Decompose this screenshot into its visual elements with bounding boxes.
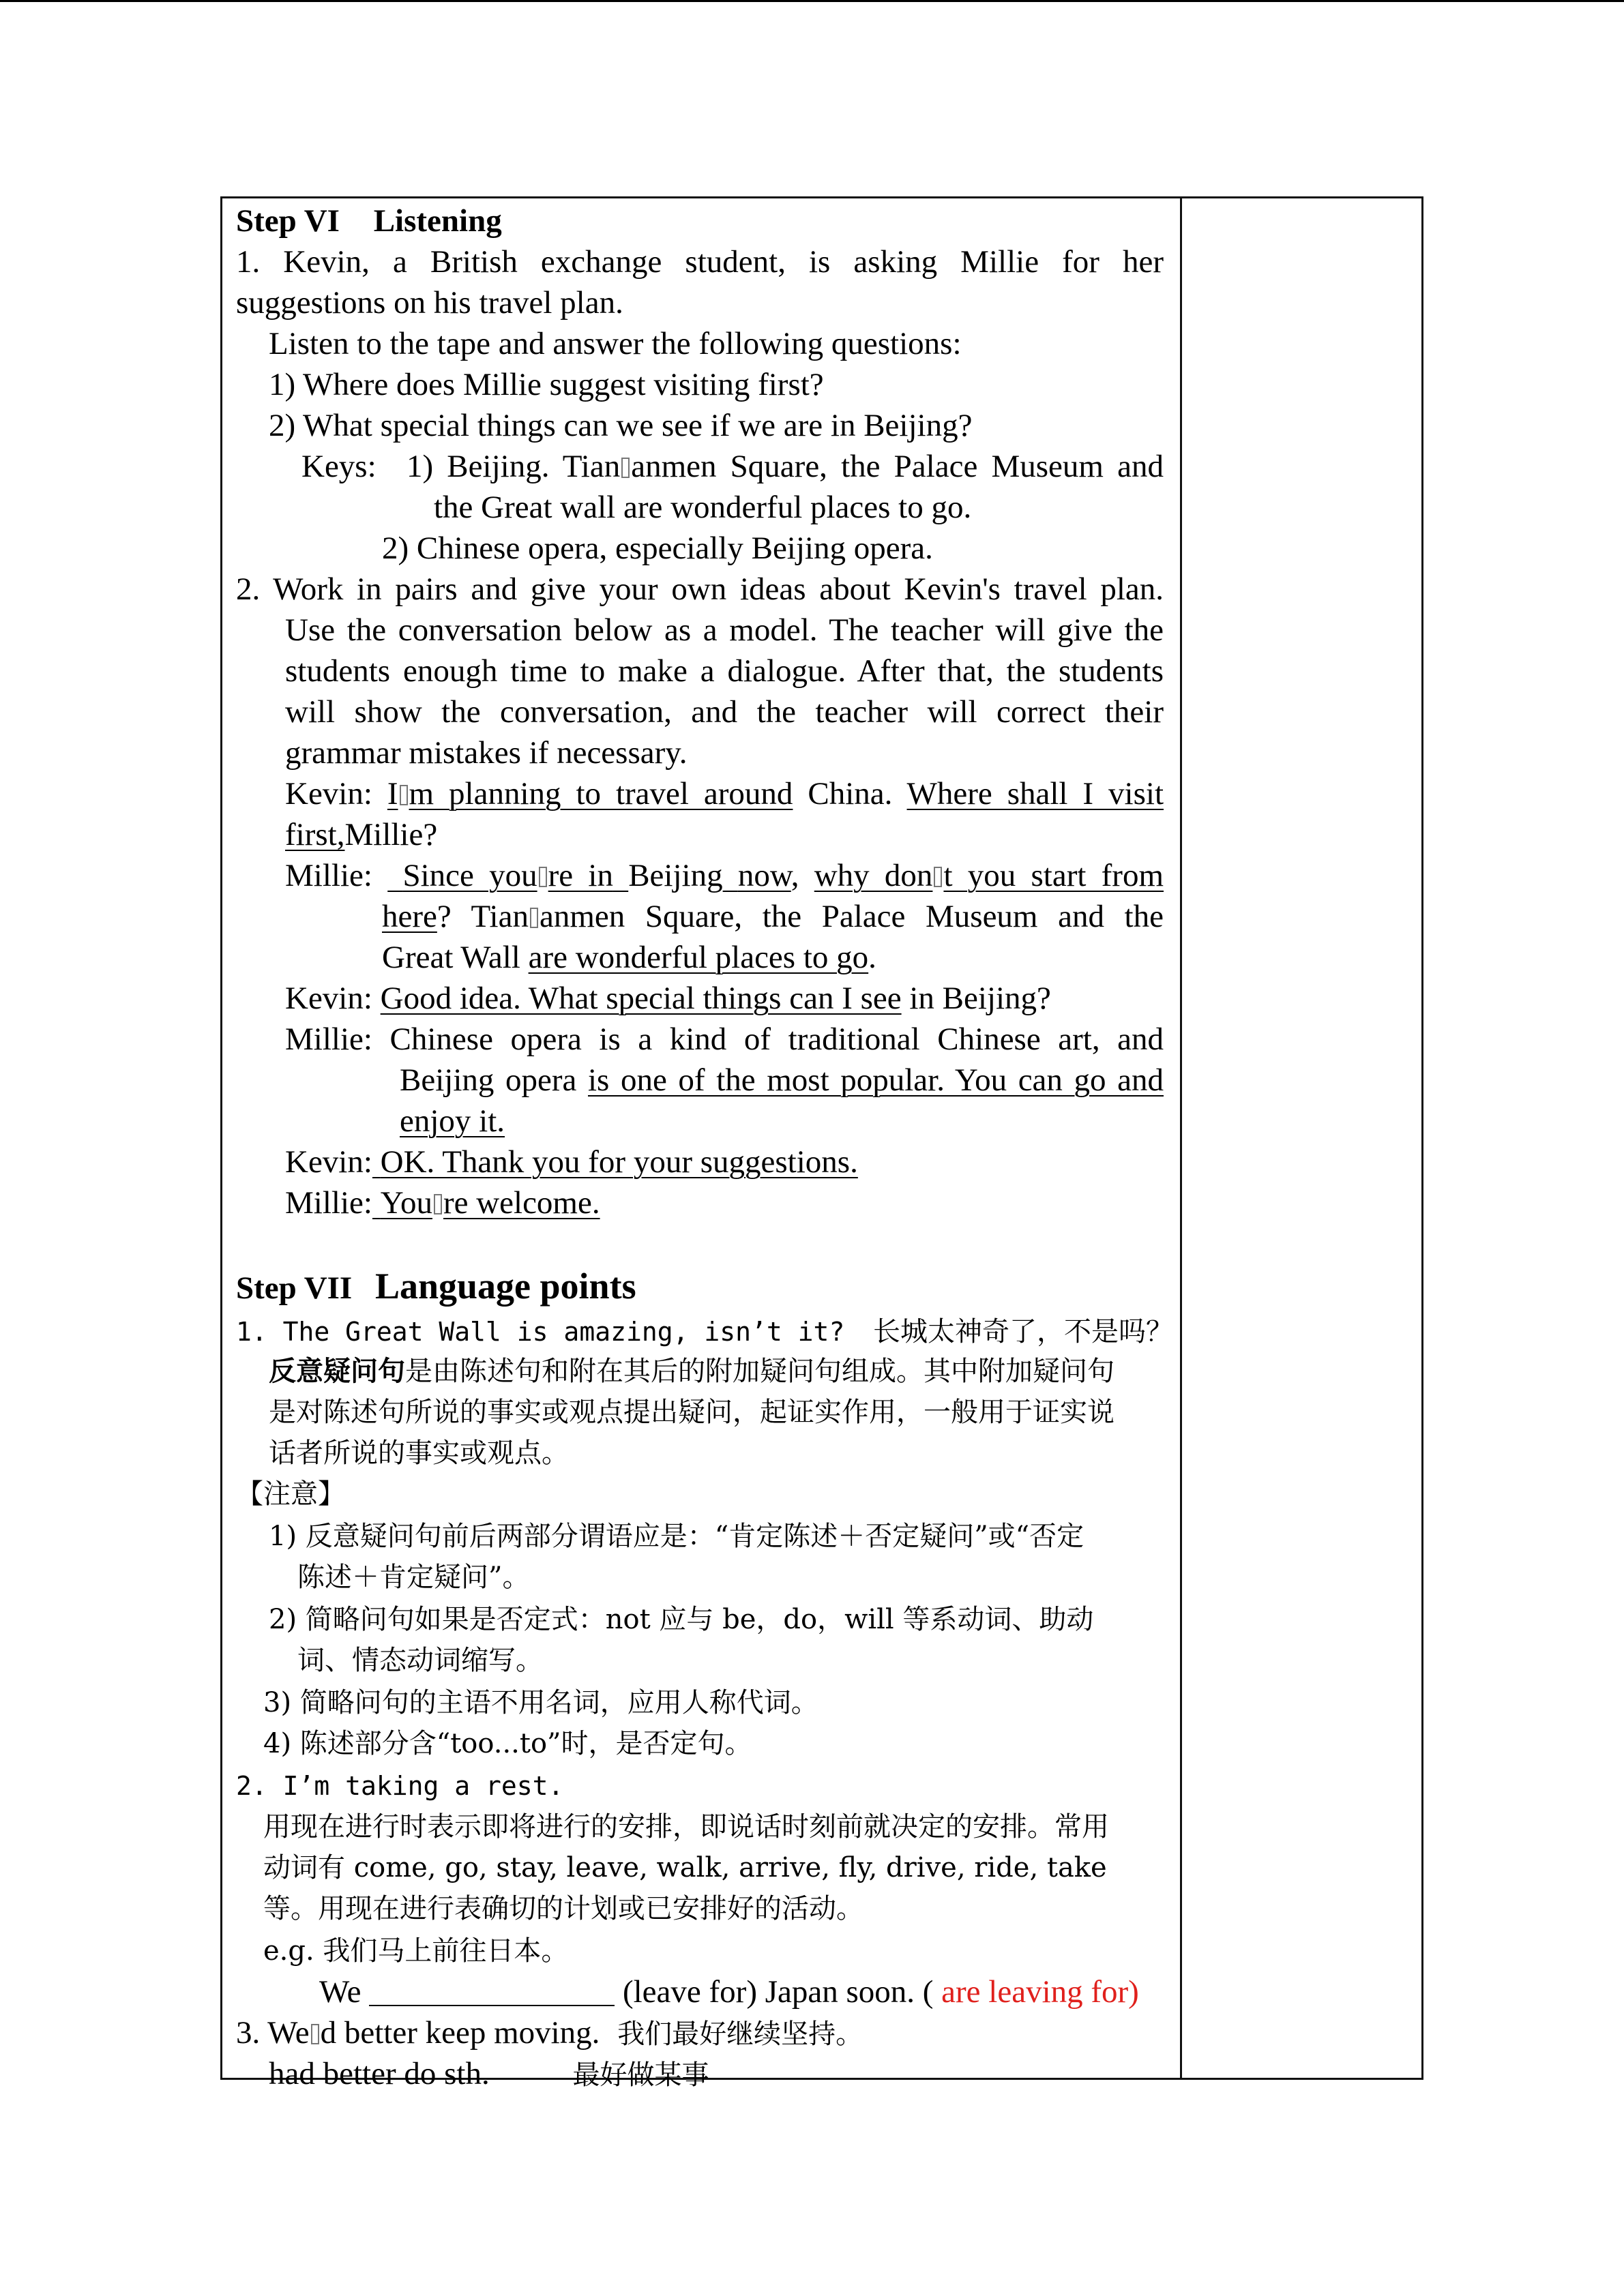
speaker: Kevin:: [285, 776, 372, 811]
lesson-table: [220, 196, 1423, 2091]
speaker: Millie:: [285, 1022, 372, 1057]
dialogue-kevin-1-cont: first,Millie?: [285, 817, 438, 852]
lp2-line3: 等。用现在进行表确切的计划或已安排好的活动。: [263, 1893, 863, 1924]
note-3: 3) 简略问句的主语不用名词，应用人称代词。: [263, 1687, 818, 1718]
question-1: 1) Where does Millie suggest visiting first?: [269, 367, 824, 402]
unknown-glyph: [530, 908, 538, 928]
speaker: Millie:: [285, 1185, 372, 1221]
exercise-sentence: We (leave for) Japan soon. ( are leaving for): [319, 1974, 1139, 2010]
dialogue-millie-1: Millie: Since you re in Beijing now, why don t you start from: [285, 858, 1164, 893]
dialogue-millie-2-end: enjoy it.: [400, 1103, 505, 1139]
column-divider: [1180, 198, 1182, 2078]
step6-title: Listening: [373, 203, 502, 239]
p2-line1: 2. Work in pairs and give your own ideas about Kevin's travel plan.: [236, 571, 1164, 607]
p2-line4: will show the conversation, and the teacher will correct their: [285, 694, 1164, 730]
lp2-heading: 2. I’m taking a rest.: [236, 1771, 564, 1801]
unknown-glyph: [400, 785, 408, 805]
speaker: Kevin:: [285, 1144, 372, 1180]
dialogue-kevin-3: Kevin: OK. Thank you for your suggestions.: [285, 1144, 858, 1180]
step7-heading: [236, 1264, 636, 1311]
dialogue-millie-2: Millie: Chinese opera is a kind of traditional Chinese art, and: [285, 1022, 1164, 1057]
unknown-glyph: [434, 1194, 442, 1214]
step6-number: Step VI: [236, 203, 340, 239]
dialogue-millie-3: Millie: You re welcome.: [285, 1185, 600, 1221]
unknown-glyph: [539, 867, 547, 887]
key-1-line1: 1) Beijing. Tian anmen Square, the Palace Museum and: [407, 449, 1164, 484]
lp3-phrase: had better do sth. 最好做某事: [269, 2056, 709, 2091]
p2-line2: Use the conversation below as a model. The teacher will give the: [285, 612, 1164, 648]
p2-line3: students enough time to make a dialogue. After that, the students: [285, 653, 1164, 689]
answer-blank: [369, 1978, 615, 2006]
unknown-glyph: [934, 867, 942, 887]
example-label: e.g. 我们马上前往日本。: [263, 1935, 569, 1967]
note-4: 4) 陈述部分含“too...to”时，是否定句。: [263, 1728, 752, 1759]
lp1-line2: 是对陈述句所说的事实或观点提出疑问，起证实作用，一般用于证实说: [269, 1397, 1114, 1428]
lp3-heading: 3. We d better keep moving. 我们最好继续坚持。: [236, 2015, 863, 2051]
step7-title: Language points: [374, 1266, 636, 1307]
note-1-line2: 陈述＋肯定疑问”。: [297, 1562, 530, 1593]
lp1-line1: 反意疑问句是由陈述句和附在其后的附加疑问句组成。其中附加疑问句: [269, 1355, 1114, 1387]
lp2-line2: 动词有 come, go, stay, leave, walk, arrive, fly, drive, ride, take: [263, 1852, 1107, 1883]
p2-line5: grammar mistakes if necessary.: [285, 735, 688, 771]
listen-instruction: Listen to the tape and answer the following questions:: [269, 326, 962, 361]
dialogue-millie-2-cont: Beijing opera is one of the most popular. You can go and: [400, 1062, 1164, 1098]
answer-text: are leaving for): [941, 1974, 1139, 2010]
note-2-line1: 2) 简略问句如果是否定式：not 应与 be，do，will 等系动词、助动: [269, 1604, 1094, 1635]
note-1-line1: 1) 反意疑问句前后两部分谓语应是：“肯定陈述＋否定疑问”或“否定: [269, 1521, 1084, 1552]
speaker: Millie:: [285, 858, 372, 893]
dialogue-millie-1-end: Great Wall are wonderful places to go.: [382, 940, 876, 975]
p1-line1: 1. Kevin, a British exchange student, is asking Millie for her: [236, 244, 1164, 280]
lp1-line3: 话者所说的事实或观点。: [269, 1437, 569, 1469]
note-label: 【注意】: [236, 1478, 345, 1510]
unknown-glyph: [621, 458, 630, 478]
dialogue-kevin-1: Kevin: I m planning to travel around China. Where shall I visit: [285, 776, 1164, 811]
p1-line2: suggestions on his travel plan.: [236, 285, 623, 320]
lp2-line1: 用现在进行时表示即将进行的安排，即说话时刻前就决定的安排。常用: [263, 1811, 1109, 1843]
question-2: 2) What special things can we see if we are in Beijing?: [269, 408, 973, 443]
top-border: [0, 0, 1624, 2]
dialogue-kevin-2: Kevin: Good idea. What special things can I see in Beijing?: [285, 981, 1051, 1016]
speaker: Kevin:: [285, 981, 372, 1016]
unknown-glyph: [311, 2024, 319, 2044]
key-1-line2: the Great wall are wonderful places to go.: [434, 490, 972, 525]
lesson-content: [236, 198, 1173, 2091]
step6-heading: [236, 200, 502, 241]
key-2: 2) Chinese opera, especially Beijing opera.: [382, 531, 933, 566]
note-2-line2: 词、情态动词缩写。: [297, 1645, 543, 1676]
dialogue-millie-1-cont: here? Tian anmen Square, the Palace Museum and the: [382, 899, 1164, 934]
keys-label: Keys:: [301, 449, 377, 484]
step7-number: Step VII: [236, 1270, 353, 1306]
lp1-heading: 1. The Great Wall is amazing, isn’t it? 长城太神奇了，不是吗？: [236, 1316, 1173, 1347]
